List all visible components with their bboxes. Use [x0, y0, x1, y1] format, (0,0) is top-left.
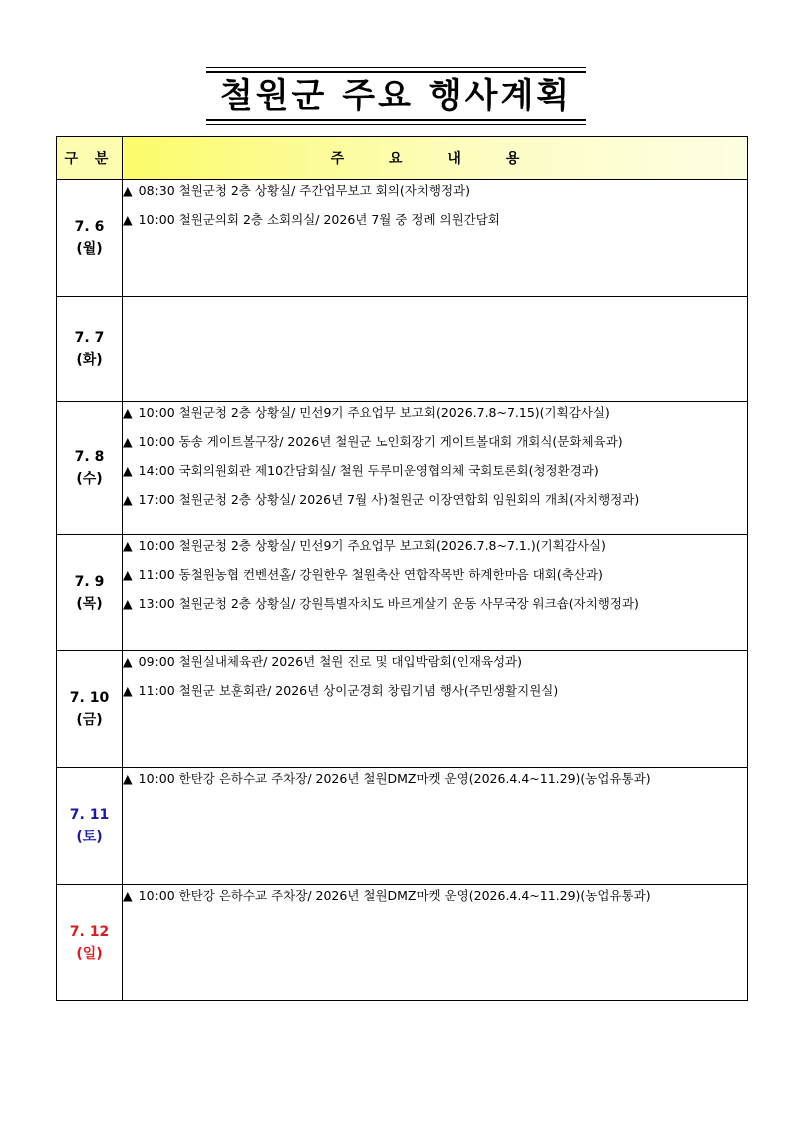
- triangle-bullet-icon: ▲: [123, 771, 133, 786]
- event-item: [123, 768, 747, 797]
- event-text: 11:00 동철원농협 컨벤션홀/ 강원한우 철원축산 연합작목반 하계한마음 대회(축산과): [138, 567, 603, 582]
- triangle-bullet-icon: ▲: [123, 405, 133, 420]
- event-item: [123, 180, 747, 209]
- day-date: 7. 9: [74, 573, 105, 590]
- triangle-bullet-icon: ▲: [123, 212, 133, 227]
- day-cell: [57, 297, 123, 402]
- event-text: 10:00 한탄강 은하수교 주차장/ 2026년 철원DMZ마켓 운영(2026.4.4~11.29)(농업유통과): [138, 771, 651, 786]
- event-text: 10:00 철원군청 2층 상황실/ 민선9기 주요업무 보고회(2026.7.8~7.1.)(기획감사실): [138, 538, 606, 553]
- event-text: 09:00 철원실내체육관/ 2026년 철원 진로 및 대입박람회(인재육성과): [138, 654, 522, 669]
- event-text: 10:00 철원군의회 2층 소회의실/ 2026년 7월 중 정례 의원간담회: [138, 212, 500, 227]
- table-row: [57, 180, 748, 297]
- day-weekday: (토): [76, 829, 103, 845]
- event-item: [123, 564, 747, 593]
- triangle-bullet-icon: ▲: [123, 654, 133, 669]
- day-weekday: (화): [76, 352, 103, 368]
- event-item: [123, 402, 747, 431]
- table-row: [57, 402, 748, 535]
- events-cell: [123, 768, 748, 885]
- schedule-rows: [57, 180, 748, 1001]
- day-weekday: (일): [76, 945, 103, 962]
- header-content: 주 요 내 용: [123, 137, 748, 180]
- events-cell: [123, 651, 748, 768]
- event-text: 11:00 철원군 보훈회관/ 2026년 상이군경회 창립기념 행사(주민생활지원실): [138, 683, 559, 698]
- day-weekday: (금): [76, 712, 103, 728]
- day-date: 7. 7: [74, 330, 105, 346]
- triangle-bullet-icon: ▲: [123, 888, 133, 903]
- day-weekday: (목): [76, 595, 103, 612]
- event-item: [123, 680, 747, 709]
- triangle-bullet-icon: ▲: [123, 183, 133, 198]
- table-row: [57, 535, 748, 651]
- event-text: 10:00 동송 게이트볼구장/ 2026년 철원군 노인회장기 게이트볼대회 개회식(문화체육과): [138, 434, 623, 449]
- event-item: [123, 593, 747, 622]
- title-rule: [206, 67, 586, 68]
- event-text: 17:00 철원군청 2층 상황실/ 2026년 7월 사)철원군 이장연합회 임원회의 개최(자치행정과): [138, 492, 640, 507]
- events-cell: [123, 297, 748, 402]
- day-date: 7. 8: [74, 449, 105, 465]
- event-item: [123, 885, 747, 914]
- day-cell: [57, 768, 123, 885]
- triangle-bullet-icon: ▲: [123, 567, 133, 582]
- table-row: [57, 297, 748, 402]
- day-weekday: (월): [76, 241, 103, 257]
- events-cell: [123, 402, 748, 535]
- day-cell: [57, 885, 123, 1001]
- table-header-row: [57, 137, 748, 180]
- title-block: [206, 67, 586, 125]
- event-text: 08:30 철원군청 2층 상황실/ 주간업무보고 회의(자치행정과): [138, 183, 471, 198]
- events-cell: [123, 885, 748, 1001]
- day-date: 7. 12: [69, 923, 110, 940]
- triangle-bullet-icon: ▲: [123, 596, 133, 611]
- triangle-bullet-icon: ▲: [123, 463, 133, 478]
- events-cell: [123, 535, 748, 651]
- header-label: 구 분: [57, 137, 123, 180]
- event-item: [123, 460, 747, 489]
- table-row: [57, 651, 748, 768]
- day-cell: [57, 402, 123, 535]
- event-text: 13:00 철원군청 2층 상황실/ 강원특별자치도 바르게살기 운동 사무국장 워크숍(자치행정과): [138, 596, 639, 611]
- title-rule: [206, 119, 586, 121]
- day-date: 7. 11: [69, 807, 110, 823]
- event-item: [123, 535, 747, 564]
- triangle-bullet-icon: ▲: [123, 538, 133, 553]
- table-row: [57, 885, 748, 1001]
- title-rule: [206, 71, 586, 73]
- events-cell: [123, 180, 748, 297]
- event-text: 14:00 국회의원회관 제10간담회실/ 철원 두루미운영협의체 국회토론회(청정환경과): [138, 463, 599, 478]
- event-text: 10:00 한탄강 은하수교 주차장/ 2026년 철원DMZ마켓 운영(2026.4.4~11.29)(농업유통과): [138, 888, 651, 903]
- page-title: 철원군 주요 행사계획: [219, 76, 573, 116]
- event-item: [123, 489, 747, 518]
- day-cell: [57, 180, 123, 297]
- event-item: [123, 209, 747, 238]
- day-weekday: (수): [76, 471, 103, 487]
- triangle-bullet-icon: ▲: [123, 434, 133, 449]
- day-cell: [57, 651, 123, 768]
- table-row: [57, 768, 748, 885]
- day-cell: [57, 535, 123, 651]
- title-rule: [206, 124, 586, 125]
- event-item: [123, 431, 747, 460]
- triangle-bullet-icon: ▲: [123, 492, 133, 507]
- event-item: [123, 651, 747, 680]
- triangle-bullet-icon: ▲: [123, 683, 133, 698]
- schedule-table: [56, 136, 748, 1001]
- event-text: 10:00 철원군청 2층 상황실/ 민선9기 주요업무 보고회(2026.7.8~7.15)(기획감사실): [138, 405, 610, 420]
- day-date: 7. 6: [74, 219, 105, 235]
- day-date: 7. 10: [69, 690, 110, 706]
